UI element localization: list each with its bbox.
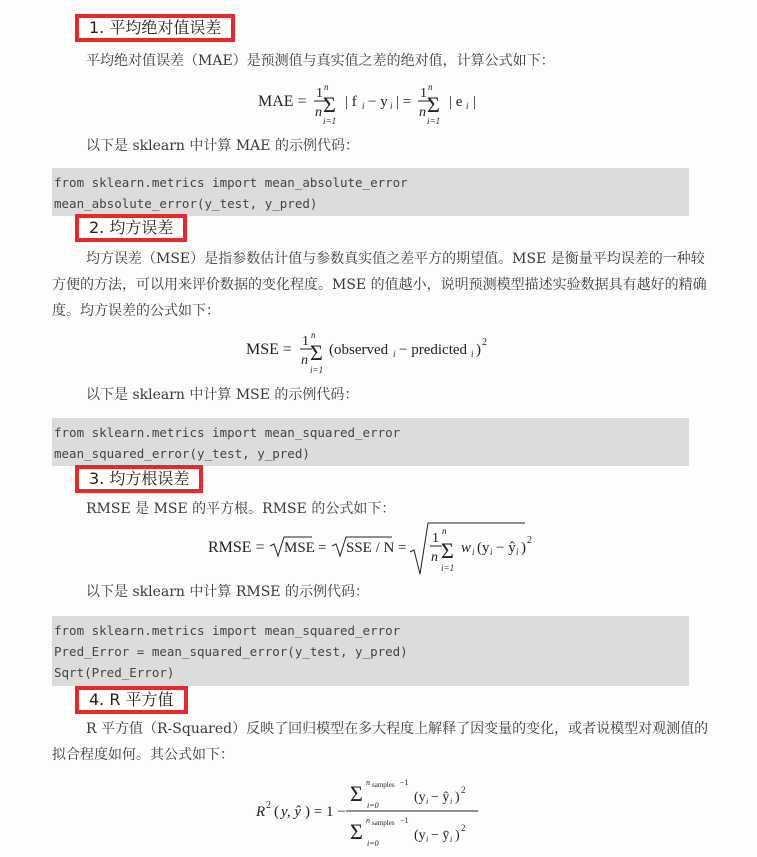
svg-text:|: | — [473, 94, 477, 110]
svg-text:i=0: i=0 — [367, 839, 379, 848]
svg-text:i=1: i=1 — [323, 116, 337, 126]
svg-text:MSE: MSE — [284, 540, 315, 556]
svg-text:i: i — [426, 797, 429, 806]
code-line: from sklearn.metrics import mean_squared_error — [54, 425, 401, 440]
svg-text:n: n — [431, 550, 438, 565]
section-heading-text: 1. 平均绝对值误差 — [89, 18, 222, 37]
section-heading-text: 3. 均方根误差 — [89, 469, 190, 488]
svg-text:i: i — [426, 835, 429, 844]
svg-text:| =: | = — [396, 94, 412, 110]
svg-text:i: i — [362, 101, 365, 111]
svg-text:Σ: Σ — [350, 819, 363, 844]
svg-text:Σ: Σ — [441, 538, 454, 563]
svg-text:i: i — [393, 349, 396, 359]
section-heading-text: 2. 均方误差 — [89, 218, 174, 237]
svg-text:i: i — [466, 101, 469, 111]
code-line: mean_absolute_error(y_test, y_pred) — [54, 196, 318, 211]
svg-text:n: n — [366, 816, 370, 825]
section-heading-text: 4. R 平方值 — [89, 690, 174, 709]
svg-text:): ) — [455, 828, 460, 843]
svg-text:−1: −1 — [400, 816, 409, 825]
svg-text:− predicted: − predicted — [399, 342, 468, 358]
svg-text:Σ: Σ — [350, 781, 363, 806]
svg-text:− ȳ: − ȳ — [431, 828, 450, 843]
svg-text:(y: (y — [414, 790, 426, 805]
svg-text:i: i — [490, 547, 493, 557]
code-line: from sklearn.metrics import mean_absolute_error — [54, 175, 408, 190]
svg-text:n: n — [301, 353, 308, 368]
mse-code-block — [52, 418, 689, 466]
svg-text:samples: samples — [372, 819, 395, 827]
svg-text:| e: | e — [449, 94, 463, 110]
r2-formula — [0, 772, 757, 857]
svg-text:−1: −1 — [400, 778, 409, 787]
svg-text:MAE =: MAE = — [258, 93, 307, 110]
svg-text:i: i — [450, 835, 453, 844]
svg-text:(observed: (observed — [329, 342, 389, 358]
svg-text:1: 1 — [302, 334, 309, 349]
svg-text:n: n — [442, 526, 447, 536]
mae-code-intro: 以下是 sklearn 中计算 MAE 的示例代码： — [86, 138, 359, 154]
svg-text:n: n — [311, 330, 316, 340]
section-heading-mse — [75, 214, 187, 242]
code-line: mean_squared_error(y_test, y_pred) — [54, 446, 310, 461]
svg-text:Σ: Σ — [310, 340, 323, 365]
svg-text:2: 2 — [461, 823, 466, 833]
svg-text:R: R — [256, 804, 266, 820]
svg-text:(y: (y — [477, 540, 490, 556]
code-line: Pred_Error = mean_squared_error(y_test, y_pred) — [54, 644, 408, 659]
svg-text:1: 1 — [420, 86, 427, 101]
svg-text:=: = — [318, 540, 327, 556]
svg-text:n: n — [419, 105, 426, 120]
mse-code-intro: 以下是 sklearn 中计算 MSE 的示例代码： — [86, 387, 359, 403]
svg-text:− ŷ: − ŷ — [496, 540, 516, 556]
svg-text:i: i — [516, 547, 519, 557]
svg-text:2: 2 — [482, 337, 487, 348]
svg-text:n: n — [315, 105, 322, 120]
svg-text:n: n — [366, 778, 370, 787]
code-line: from sklearn.metrics import mean_squared_error — [54, 623, 401, 638]
svg-text:RMSE =: RMSE = — [208, 539, 265, 556]
svg-text:=: = — [398, 540, 407, 556]
svg-text:i=1: i=1 — [310, 365, 324, 375]
svg-text:): ) — [455, 790, 460, 805]
svg-text:1: 1 — [432, 531, 439, 546]
svg-text:Σ: Σ — [323, 92, 336, 117]
mae-formula — [0, 78, 757, 133]
section-heading-mae — [75, 14, 235, 42]
svg-text:i=1: i=1 — [441, 563, 455, 573]
svg-text:(: ( — [274, 804, 279, 820]
mse-formula — [0, 326, 757, 383]
svg-text:samples: samples — [372, 781, 395, 789]
section-heading-r2 — [75, 686, 188, 714]
svg-text:i: i — [450, 797, 453, 806]
svg-text:(y: (y — [414, 828, 426, 843]
svg-text:2: 2 — [461, 785, 466, 795]
mae-description: 平均绝对值误差（MAE）是预测值与真实值之差的绝对值，计算公式如下： — [86, 53, 555, 69]
section-heading-rmse — [75, 465, 203, 493]
svg-text:− ŷ: − ŷ — [431, 790, 450, 805]
svg-text:i: i — [471, 349, 474, 359]
rmse-description: RMSE 是 MSE 的平方根。RMSE 的公式如下： — [86, 501, 396, 517]
svg-text:): ) — [521, 540, 526, 556]
rmse-code-intro: 以下是 sklearn 中计算 RMSE 的示例代码： — [86, 584, 369, 600]
svg-text:i=0: i=0 — [367, 801, 379, 810]
mse-description: 均方误差（MSE）是指参数估计值与参数真实值之差平方的期望值。MSE 是衡量平均误差的一种较方便的方法，可以用来评价数据的变化程度。MSE 的值越小，说明预测模型描述实验数据具有越好的精确度。均方误差的公式如下： — [52, 251, 707, 319]
svg-text:n: n — [324, 82, 329, 92]
svg-text:1: 1 — [316, 86, 323, 101]
rmse-formula — [0, 520, 757, 583]
svg-text:i=1: i=1 — [427, 116, 441, 126]
svg-text:2: 2 — [527, 535, 532, 546]
svg-text:| f: | f — [345, 94, 357, 110]
r2-description: R 平方值（R-Squared）反映了回归模型在多大程度上解释了因变量的变化，或者说模型对观测值的拟合程度如何。其公式如下： — [52, 721, 709, 763]
code-line: Sqrt(Pred_Error) — [54, 665, 175, 680]
mae-code-block — [52, 168, 689, 216]
svg-text:Σ: Σ — [427, 92, 440, 117]
svg-text:) = 1 −: ) = 1 − — [305, 804, 346, 820]
svg-text:y, ŷ: y, ŷ — [281, 804, 301, 820]
svg-text:w: w — [461, 540, 472, 556]
svg-text:− y: − y — [368, 94, 388, 110]
svg-text:2: 2 — [266, 800, 271, 811]
svg-text:): ) — [476, 342, 481, 358]
svg-text:i: i — [390, 101, 393, 111]
rmse-code-block — [52, 616, 689, 686]
svg-text:MSE =: MSE = — [246, 341, 292, 358]
svg-text:SSE / N: SSE / N — [346, 540, 395, 556]
svg-text:n: n — [428, 82, 433, 92]
svg-text:i: i — [472, 547, 475, 557]
